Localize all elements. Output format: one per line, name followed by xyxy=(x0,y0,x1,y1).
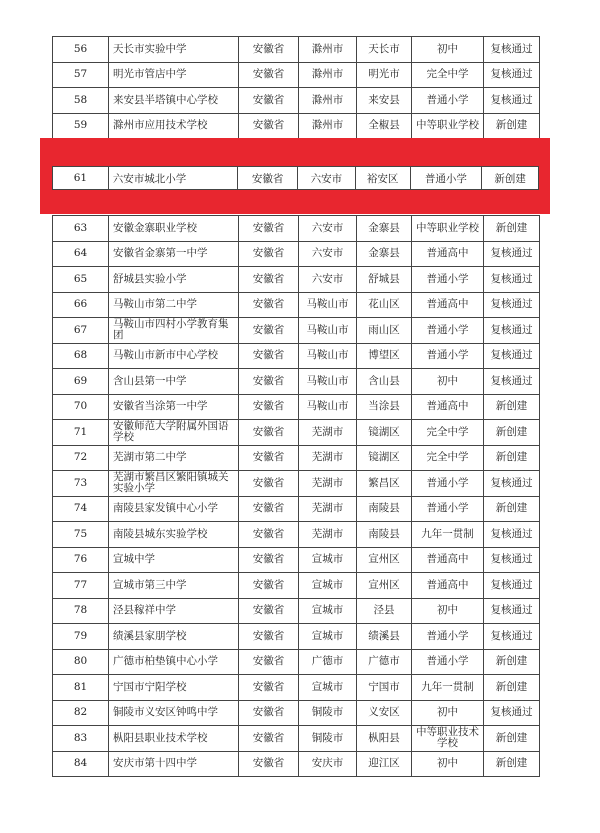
province: 安徽省 xyxy=(239,547,299,573)
table-row xyxy=(53,675,540,701)
table-row xyxy=(53,267,540,293)
school-name: 宣城市第三中学 xyxy=(109,573,239,599)
province: 安徽省 xyxy=(239,675,299,701)
school-name: 安徽省金寨第一中学 xyxy=(109,241,239,267)
status: 新创建 xyxy=(484,675,540,701)
row-number: 58 xyxy=(53,88,109,114)
county: 金寨县 xyxy=(357,216,412,242)
county: 金寨县 xyxy=(357,241,412,267)
city: 马鞍山市 xyxy=(299,318,357,344)
row-number: 79 xyxy=(53,624,109,650)
province: 安徽省 xyxy=(239,62,299,88)
school-type: 九年一贯制 xyxy=(412,675,484,701)
city: 芜湖市 xyxy=(299,420,357,446)
table-row xyxy=(53,113,540,139)
school-name: 马鞍山市四村小学教育集团 xyxy=(109,318,239,344)
row-number: 68 xyxy=(53,343,109,369)
status: 复核通过 xyxy=(484,547,540,573)
city: 滁州市 xyxy=(299,88,357,114)
province: 安徽省 xyxy=(239,216,299,242)
row-number: 80 xyxy=(53,649,109,675)
school-name: 马鞍山市新市中心学校 xyxy=(109,343,239,369)
school-name: 铜陵市义安区钟鸣中学 xyxy=(109,700,239,726)
province: 安徽省 xyxy=(239,624,299,650)
school-name: 六安市城北小学 xyxy=(109,167,238,189)
table-row xyxy=(53,751,540,777)
school-type: 初中 xyxy=(412,700,484,726)
province: 安徽省 xyxy=(239,496,299,522)
table-row xyxy=(53,394,540,420)
school-name: 泾县稼祥中学 xyxy=(109,598,239,624)
county: 博望区 xyxy=(357,343,412,369)
status: 新创建 xyxy=(494,172,526,185)
status: 新创建 xyxy=(484,420,540,446)
table-row xyxy=(53,700,540,726)
table-row xyxy=(53,420,540,446)
province: 安徽省 xyxy=(239,700,299,726)
province: 安徽省 xyxy=(239,292,299,318)
status: 复核通过 xyxy=(484,598,540,624)
status: 新创建 xyxy=(484,726,540,752)
school-type: 完全中学 xyxy=(412,445,484,471)
school-type: 普通小学 xyxy=(411,167,483,189)
row-number: 70 xyxy=(53,394,109,420)
row-number: 78 xyxy=(53,598,109,624)
school-name: 南陵县家发镇中心小学 xyxy=(109,496,239,522)
city: 滁州市 xyxy=(299,37,357,63)
province: 安徽省 xyxy=(239,598,299,624)
school-type: 普通小学 xyxy=(412,267,484,293)
city: 六安市 xyxy=(299,241,357,267)
county: 南陵县 xyxy=(357,496,412,522)
school-type: 普通高中 xyxy=(412,292,484,318)
school-type: 普通小学 xyxy=(412,624,484,650)
school-type: 普通高中 xyxy=(412,573,484,599)
school-type: 普通高中 xyxy=(412,394,484,420)
row-number: 56 xyxy=(53,37,109,63)
city: 宣城市 xyxy=(299,675,357,701)
row-number: 61 xyxy=(53,167,109,189)
table-row xyxy=(53,624,540,650)
table-row xyxy=(53,37,540,63)
province: 安徽省 xyxy=(239,394,299,420)
county: 来安县 xyxy=(357,88,412,114)
status: 新创建 xyxy=(484,445,540,471)
status: 复核通过 xyxy=(484,471,540,497)
county: 明光市 xyxy=(357,62,412,88)
city: 芜湖市 xyxy=(299,522,357,548)
county: 宣州区 xyxy=(357,547,412,573)
county: 当涂县 xyxy=(357,394,412,420)
school-type: 完全中学 xyxy=(412,62,484,88)
province: 安徽省 xyxy=(239,420,299,446)
table-row xyxy=(53,471,540,497)
county: 泾县 xyxy=(357,598,412,624)
row-number: 65 xyxy=(53,267,109,293)
school-type: 普通小学 xyxy=(412,496,484,522)
county: 宁国市 xyxy=(357,675,412,701)
county: 舒城县 xyxy=(357,267,412,293)
school-type: 初中 xyxy=(412,37,484,63)
school-type: 普通小学 xyxy=(412,318,484,344)
table-row xyxy=(53,522,540,548)
table-row xyxy=(53,241,540,267)
city: 六安市 xyxy=(299,267,357,293)
row-number: 59 xyxy=(53,113,109,139)
status: 复核通过 xyxy=(484,37,540,63)
school-name: 含山县第一中学 xyxy=(109,369,239,395)
school-type: 初中 xyxy=(412,598,484,624)
county: 南陵县 xyxy=(357,522,412,548)
table-row xyxy=(53,62,540,88)
row-number: 77 xyxy=(53,573,109,599)
table-row xyxy=(53,318,540,344)
school-name: 南陵县城东实验学校 xyxy=(109,522,239,548)
school-type: 中等职业学校 xyxy=(412,113,484,139)
status: 复核通过 xyxy=(484,318,540,344)
status: 复核通过 xyxy=(484,241,540,267)
school-type: 普通高中 xyxy=(412,241,484,267)
county: 全椒县 xyxy=(357,113,412,139)
county: 镜湖区 xyxy=(357,420,412,446)
county: 裕安区 xyxy=(356,167,411,189)
city: 铜陵市 xyxy=(299,700,357,726)
row-number: 66 xyxy=(53,292,109,318)
table-row xyxy=(53,292,540,318)
school-type: 九年一贯制 xyxy=(412,522,484,548)
school-name: 来安县半塔镇中心学校 xyxy=(109,88,239,114)
school-name: 安庆市第十四中学 xyxy=(109,751,239,777)
city: 宣城市 xyxy=(299,547,357,573)
city: 六安市 xyxy=(299,216,357,242)
school-name: 安徽金寨职业学校 xyxy=(109,216,239,242)
province: 安徽省 xyxy=(239,471,299,497)
status: 复核通过 xyxy=(484,369,540,395)
city: 广德市 xyxy=(299,649,357,675)
status: 新创建 xyxy=(484,751,540,777)
school-type: 中等职业技术学校 xyxy=(412,726,484,752)
table-row xyxy=(53,598,540,624)
school-type: 普通小学 xyxy=(412,649,484,675)
county: 花山区 xyxy=(357,292,412,318)
school-type: 普通小学 xyxy=(412,88,484,114)
row-number: 69 xyxy=(53,369,109,395)
province: 安徽省 xyxy=(239,751,299,777)
county: 宣州区 xyxy=(357,573,412,599)
table-body-bottom xyxy=(53,216,540,777)
row-number: 74 xyxy=(53,496,109,522)
city: 宣城市 xyxy=(299,598,357,624)
county: 广德市 xyxy=(357,649,412,675)
city: 马鞍山市 xyxy=(299,292,357,318)
table-body-top xyxy=(53,37,540,139)
school-name: 安徽师范大学附属外国语学校 xyxy=(109,420,239,446)
school-name: 天长市实验中学 xyxy=(109,37,239,63)
county: 含山县 xyxy=(357,369,412,395)
province: 安徽省 xyxy=(239,522,299,548)
table-row xyxy=(53,496,540,522)
status: 新创建 xyxy=(484,113,540,139)
province: 安徽省 xyxy=(239,649,299,675)
school-type: 初中 xyxy=(412,369,484,395)
status: 新创建 xyxy=(484,394,540,420)
row-number: 81 xyxy=(53,675,109,701)
county: 迎江区 xyxy=(357,751,412,777)
province: 安徽省 xyxy=(239,267,299,293)
status: 复核通过 xyxy=(484,522,540,548)
county: 镜湖区 xyxy=(357,445,412,471)
school-name: 绩溪县家朋学校 xyxy=(109,624,239,650)
province: 安徽省 xyxy=(239,37,299,63)
status: 复核通过 xyxy=(484,573,540,599)
table-row xyxy=(53,369,540,395)
status: 复核通过 xyxy=(484,292,540,318)
city: 马鞍山市 xyxy=(299,369,357,395)
province: 安徽省 xyxy=(239,113,299,139)
school-type: 普通小学 xyxy=(412,471,484,497)
city: 芜湖市 xyxy=(299,496,357,522)
province: 安徽省 xyxy=(239,88,299,114)
school-type: 中等职业学校 xyxy=(412,216,484,242)
city: 芜湖市 xyxy=(299,445,357,471)
row-number: 75 xyxy=(53,522,109,548)
county: 雨山区 xyxy=(357,318,412,344)
row-number: 71 xyxy=(53,420,109,446)
status: 复核通过 xyxy=(484,343,540,369)
table-row xyxy=(53,547,540,573)
row-number: 82 xyxy=(53,700,109,726)
table-row xyxy=(53,216,540,242)
row-number: 76 xyxy=(53,547,109,573)
row-number: 64 xyxy=(53,241,109,267)
province: 安徽省 xyxy=(239,445,299,471)
province: 安徽省 xyxy=(238,167,298,189)
row-number: 67 xyxy=(53,318,109,344)
province: 安徽省 xyxy=(239,318,299,344)
table-row xyxy=(53,649,540,675)
province: 安徽省 xyxy=(239,573,299,599)
city: 马鞍山市 xyxy=(299,343,357,369)
school-name: 马鞍山市第二中学 xyxy=(109,292,239,318)
row-number: 84 xyxy=(53,751,109,777)
city: 滁州市 xyxy=(299,113,357,139)
city: 宣城市 xyxy=(299,624,357,650)
status: 复核通过 xyxy=(484,624,540,650)
status: 新创建 xyxy=(484,216,540,242)
school-name: 舒城县实验小学 xyxy=(109,267,239,293)
school-name: 宣城中学 xyxy=(109,547,239,573)
county: 繁昌区 xyxy=(357,471,412,497)
county: 绩溪县 xyxy=(357,624,412,650)
row-number: 57 xyxy=(53,62,109,88)
school-name: 明光市管店中学 xyxy=(109,62,239,88)
province: 安徽省 xyxy=(239,241,299,267)
city: 滁州市 xyxy=(299,62,357,88)
city: 芜湖市 xyxy=(299,471,357,497)
table-row xyxy=(53,88,540,114)
school-type: 普通高中 xyxy=(412,547,484,573)
highlighted-row xyxy=(52,166,539,190)
city: 宣城市 xyxy=(299,573,357,599)
table-row xyxy=(53,445,540,471)
city: 六安市 xyxy=(298,167,356,189)
row-number: 73 xyxy=(53,471,109,497)
county: 义安区 xyxy=(357,700,412,726)
school-name: 安徽省当涂第一中学 xyxy=(109,394,239,420)
row-number: 63 xyxy=(53,216,109,242)
city: 马鞍山市 xyxy=(299,394,357,420)
province: 安徽省 xyxy=(239,726,299,752)
county: 天长市 xyxy=(357,37,412,63)
province: 安徽省 xyxy=(239,369,299,395)
school-name: 宁国市宁阳学校 xyxy=(109,675,239,701)
table-row xyxy=(53,573,540,599)
province: 安徽省 xyxy=(239,343,299,369)
city: 铜陵市 xyxy=(299,726,357,752)
status: 复核通过 xyxy=(484,62,540,88)
school-name: 芜湖市第二中学 xyxy=(109,445,239,471)
status: 复核通过 xyxy=(484,700,540,726)
school-name: 枞阳县职业技术学校 xyxy=(109,726,239,752)
row-number: 83 xyxy=(53,726,109,752)
school-name: 广德市柏垫镇中心小学 xyxy=(109,649,239,675)
county: 枞阳县 xyxy=(357,726,412,752)
school-type: 普通小学 xyxy=(412,343,484,369)
status: 复核通过 xyxy=(484,88,540,114)
row-number: 72 xyxy=(53,445,109,471)
status: 复核通过 xyxy=(484,267,540,293)
table-row xyxy=(53,726,540,752)
table-row xyxy=(53,343,540,369)
status: 新创建 xyxy=(484,496,540,522)
school-type: 初中 xyxy=(412,751,484,777)
status: 新创建 xyxy=(484,649,540,675)
school-type: 完全中学 xyxy=(412,420,484,446)
school-name: 滁州市应用技术学校 xyxy=(109,113,239,139)
city: 安庆市 xyxy=(299,751,357,777)
school-name: 芜湖市繁昌区繁阳镇城关实验小学 xyxy=(109,471,239,497)
